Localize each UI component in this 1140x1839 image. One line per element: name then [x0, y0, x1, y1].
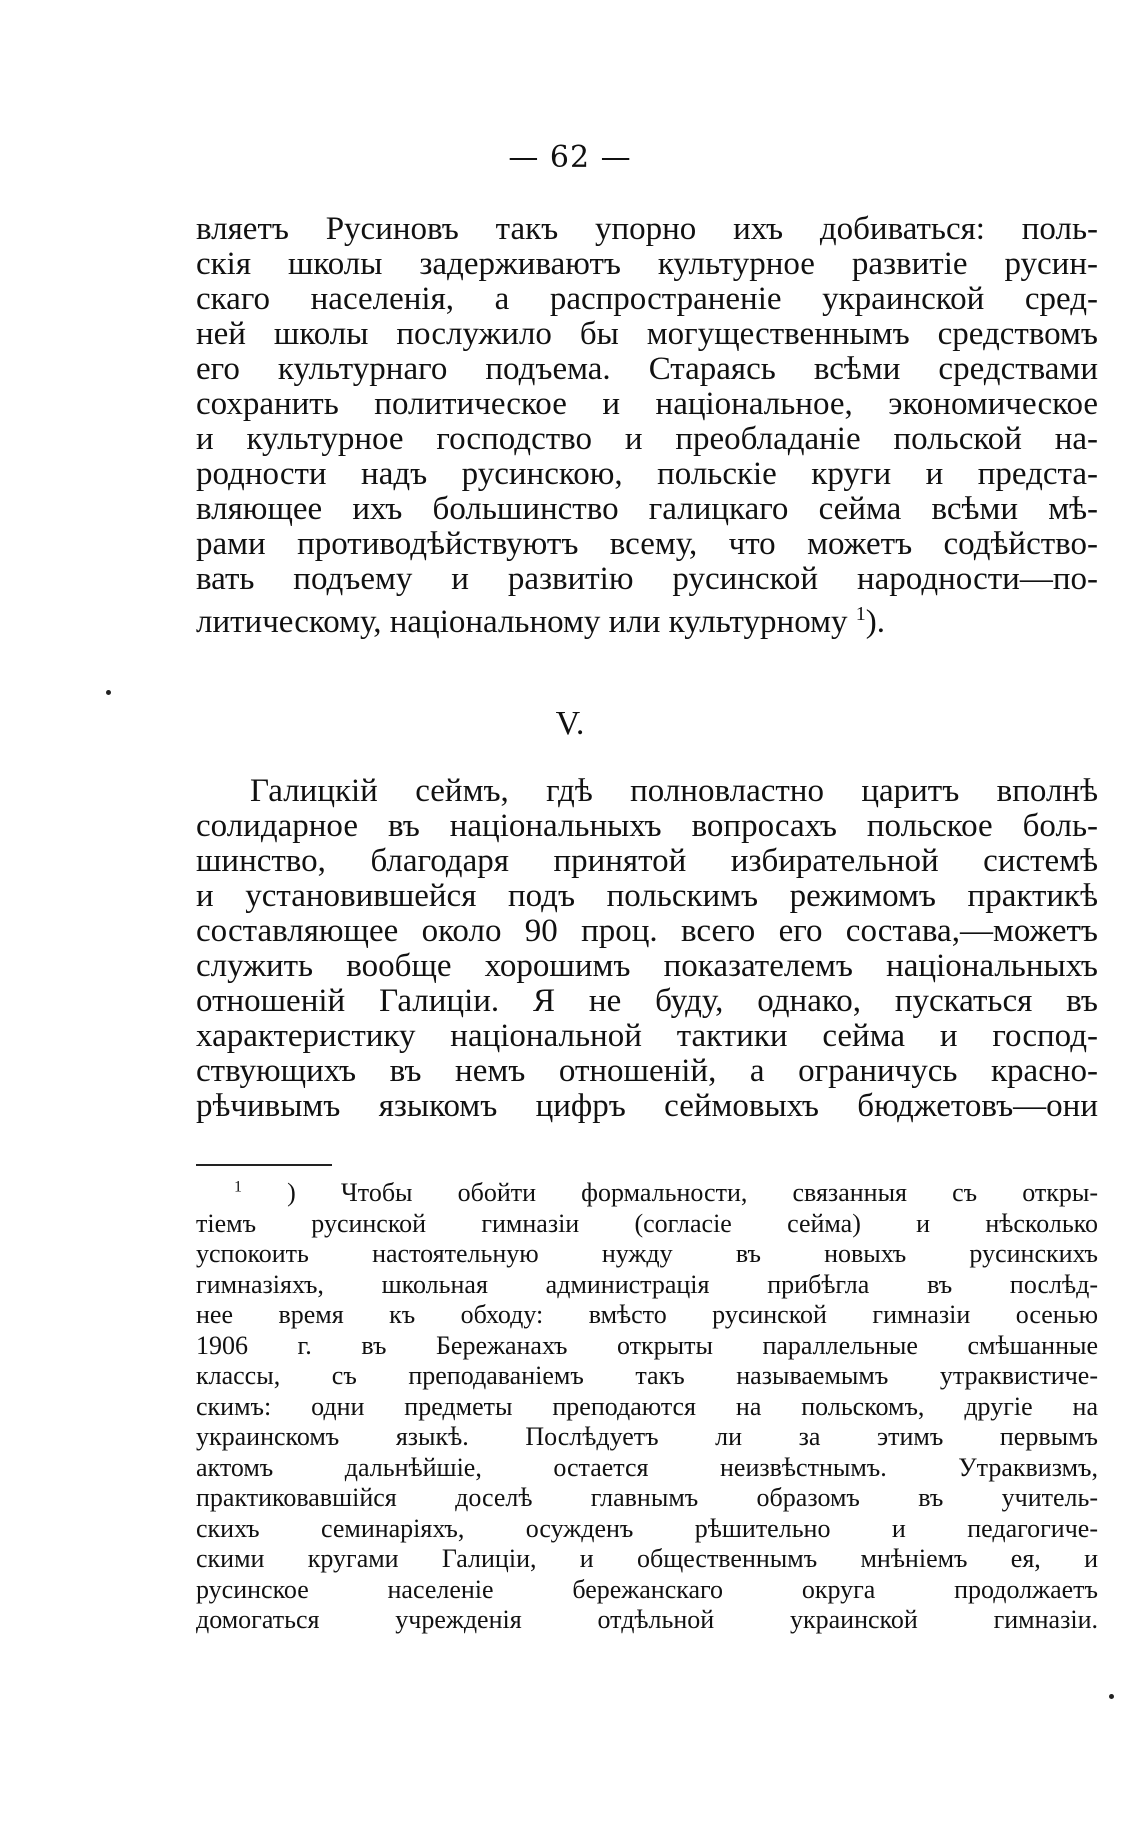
footnote-line: скихъ семинаріяхъ, осужденъ рѣшительно и педагогиче-	[196, 1513, 1098, 1543]
footnote-line: актомъ дальнѣйшіе, остается неизвѣстнымъ. Утраквизмъ,	[196, 1452, 1098, 1482]
text-line: и культурное господство и преобладаніе польской на-	[196, 421, 1098, 457]
text-line: ней школы послужило бы могущественнымъ средствомъ	[196, 316, 1098, 352]
text-line: ствующихъ въ немъ отношеній, а ограничусь красно-	[196, 1053, 1098, 1089]
footnote-line: украинскомъ языкѣ. Послѣдуетъ ли за этимъ первымъ	[196, 1422, 1098, 1451]
footnote-line: русинское населеніе бережанскаго округа продолжаетъ	[196, 1574, 1098, 1604]
footnote-divider	[196, 1164, 332, 1166]
text-line: скія школы задерживаютъ культурное развитіе русин-	[196, 246, 1098, 282]
footnote-line: классы, съ преподаваніемъ такъ называемымъ утраквистиче-	[196, 1361, 1098, 1390]
text-line: отношеній Галиціи. Я не буду, однако, пускаться въ	[196, 983, 1098, 1019]
paragraph-section-v	[196, 774, 1098, 1124]
text-line-last	[196, 597, 1098, 640]
footnote-line: скими кругами Галиціи, и общественнымъ мнѣніемъ ея, и	[196, 1544, 1098, 1573]
footnote-line: нее время къ обходу: вмѣсто русинской гимназіи осенью	[196, 1300, 1098, 1329]
text-line: вляющее ихъ большинство галицкаго сейма всѣми мѣ-	[196, 491, 1098, 527]
text-line: и установившейся подъ польскимъ режимомъ практикѣ	[196, 878, 1098, 914]
text-line: Галицкій сеймъ, гдѣ полновластно царитъ вполнѣ	[250, 773, 1098, 809]
footnote-line: успокоить настоятельную нужду въ новыхъ русинскихъ	[196, 1239, 1098, 1268]
print-speck	[1109, 1694, 1114, 1699]
print-speck	[106, 690, 111, 695]
section-heading: V.	[555, 705, 585, 742]
text-line: сохранить политическое и національное, экономическое	[196, 386, 1098, 422]
text-line: служить вообще хорошимъ показателемъ національныхъ	[196, 948, 1098, 984]
text-line: вляетъ Русиновъ такъ упорно ихъ добиваться: поль-	[196, 211, 1098, 247]
text-line: родности надъ русинскою, польскіе круги и предста-	[196, 456, 1098, 492]
text-line: вать подъему и развитію русинской народности—по-	[196, 561, 1098, 597]
footnote-reference: 1	[855, 603, 866, 625]
paragraph-continued	[196, 211, 1098, 640]
footnote-line: домогаться учрежденія отдѣльной украинской гимназіи.	[196, 1605, 1098, 1634]
text-line: характеристику національной тактики сейма и господ-	[196, 1018, 1098, 1054]
footnote-line: гимназіяхъ, школьная администрація прибѣгла въ послѣд-	[196, 1269, 1098, 1299]
text-line: шинство, благодаря принятой избирательной системѣ	[196, 843, 1098, 879]
text-line: рѣчивымъ языкомъ цифръ сеймовыхъ бюджетовъ—они	[196, 1088, 1098, 1124]
footnote-line: скимъ: одни предметы преподаются на польскомъ, другіе на	[196, 1391, 1098, 1421]
footnote-line-text: ) Чтобы обойти формальности, связанныя съ откры-	[287, 1178, 1098, 1207]
text-line: его культурнаго подъема. Стараясь всѣми средствами	[196, 351, 1098, 387]
footnote-marker: 1	[234, 1178, 242, 1196]
page-number: — 62 —	[508, 140, 632, 175]
text-line: солидарное въ національныхъ вопросахъ польское боль-	[196, 808, 1098, 844]
text-line: скаго населенія, а распространеніе украинской сред-	[196, 281, 1098, 317]
text-line-content: литическому, національному или культурному	[196, 604, 848, 640]
text-line: составляющее около 90 проц. всего его состава,—можетъ	[196, 913, 1098, 949]
text-line-end: ).	[865, 604, 885, 640]
footnote-line: 1906 г. въ Бережанахъ открыты параллельные смѣшанные	[196, 1330, 1098, 1360]
footnote	[196, 1178, 1098, 1636]
text-line: рами противодѣйствуютъ всему, что можетъ содѣйство-	[196, 526, 1098, 562]
footnote-line: практиковавшійся доселѣ главнымъ образомъ въ учитель-	[196, 1483, 1098, 1512]
footnote-line: тіемъ русинской гимназіи (согласіе сейма) и нѣсколько	[196, 1208, 1098, 1238]
footnote-line	[196, 1178, 1098, 1209]
